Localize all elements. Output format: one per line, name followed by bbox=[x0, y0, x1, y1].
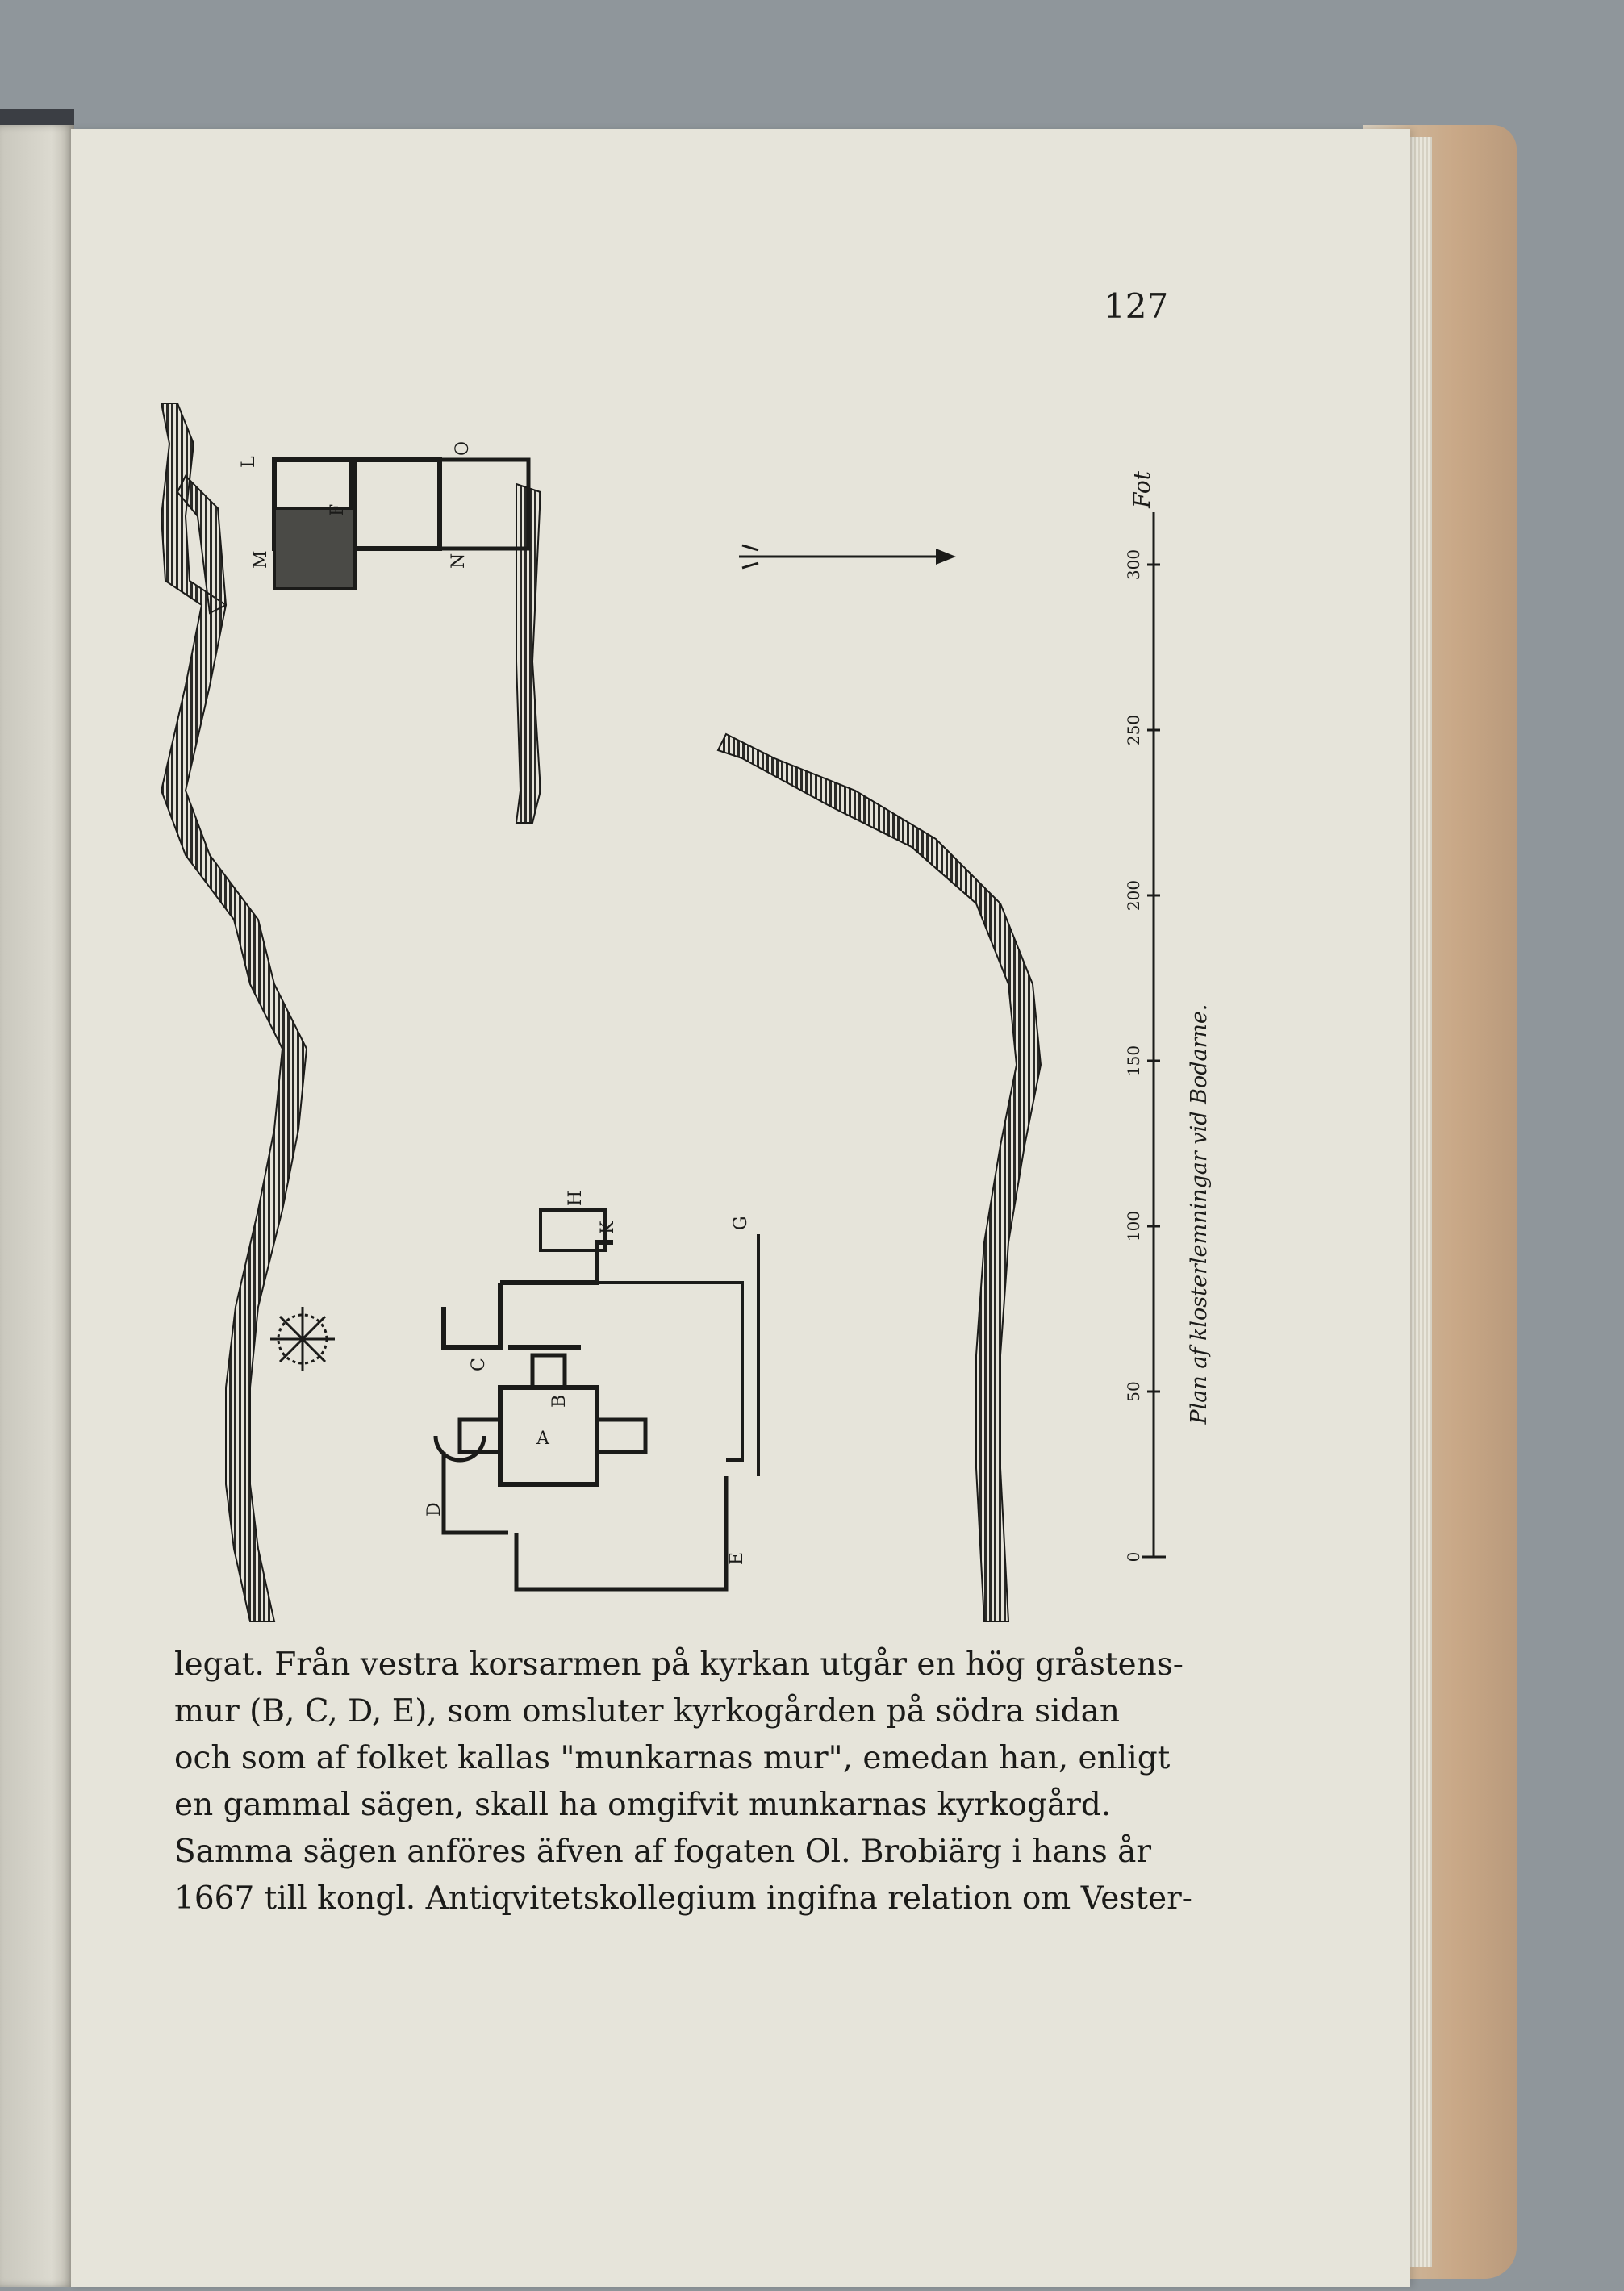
body-line: Samma sägen anföres äfven af fogaten Ol. Brobiärg i hans år bbox=[174, 1834, 1151, 1870]
label-M: M bbox=[251, 550, 271, 569]
label-H: H bbox=[566, 1190, 586, 1206]
scale-tick-label: 100 bbox=[1124, 1210, 1143, 1242]
body-line: och som af folket kallas "munkarnas mur", emedan han, enligt bbox=[174, 1740, 1171, 1776]
scale-bar bbox=[1142, 512, 1166, 1557]
left-page bbox=[0, 125, 74, 2287]
label-L: L bbox=[239, 456, 259, 468]
label-O: O bbox=[453, 440, 473, 456]
label-G: G bbox=[731, 1216, 751, 1230]
label-A: A bbox=[536, 1429, 549, 1449]
label-D: D bbox=[424, 1502, 445, 1517]
scale-tick-label: 200 bbox=[1124, 879, 1143, 912]
east-wall bbox=[718, 734, 1041, 1621]
building-M-room bbox=[274, 508, 355, 589]
south-wall bbox=[444, 1452, 726, 1589]
page-number: 127 bbox=[1104, 286, 1169, 326]
building-F-room bbox=[351, 460, 440, 549]
churchyard-wall bbox=[444, 1242, 613, 1347]
label-K: K bbox=[598, 1221, 618, 1234]
figure-caption: Plan af klosterlemningar vid Bodarne. bbox=[1187, 1004, 1212, 1425]
body-line: en gammal sägen, skall ha omgifvit munkarnas kyrkogård. bbox=[174, 1787, 1112, 1823]
body-line: mur (B, C, D, E), som omsluter kyrkogården på södra sidan bbox=[174, 1693, 1120, 1730]
site-plan-figure bbox=[161, 339, 1226, 1630]
body-text bbox=[174, 1642, 1200, 1922]
body-line: 1667 till kongl. Antiqvitetskollegium ingifna relation om Vester- bbox=[174, 1880, 1192, 1917]
scale-tick-label: 150 bbox=[1124, 1045, 1143, 1077]
scale-unit: Fot bbox=[1129, 470, 1155, 508]
label-N: N bbox=[449, 553, 469, 569]
scale-tick-label: 250 bbox=[1124, 714, 1143, 746]
label-E: E bbox=[727, 1551, 747, 1565]
label-B: B bbox=[549, 1394, 570, 1408]
label-F: F bbox=[328, 503, 348, 516]
body-line: legat. Från vestra korsarmen på kyrkan utgår en hög gråstens- bbox=[174, 1646, 1184, 1683]
scale-tick-label: 50 bbox=[1124, 1381, 1143, 1402]
label-C: C bbox=[469, 1358, 489, 1371]
scale-tick-label: 0 bbox=[1124, 1551, 1143, 1563]
site-plan-svg bbox=[161, 339, 1226, 1630]
scale-tick-label: 300 bbox=[1124, 549, 1143, 581]
tree-symbol bbox=[270, 1307, 335, 1371]
enclosure-wall bbox=[597, 1234, 758, 1476]
north-arrow-icon bbox=[739, 545, 956, 568]
